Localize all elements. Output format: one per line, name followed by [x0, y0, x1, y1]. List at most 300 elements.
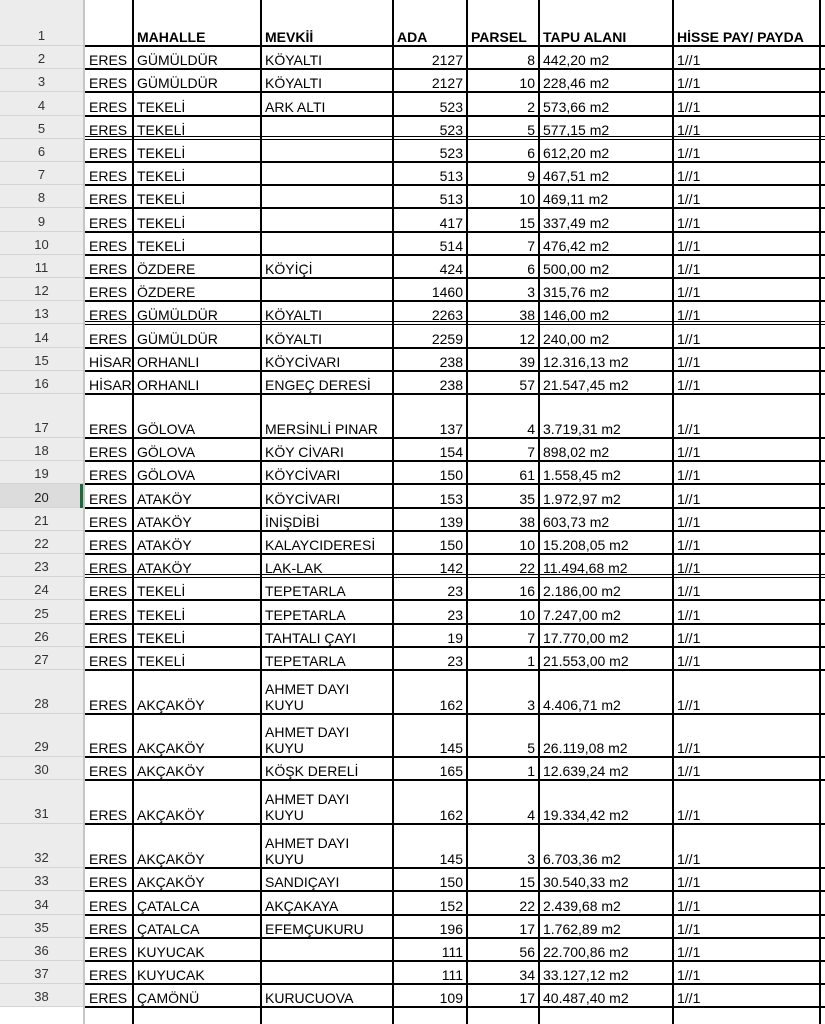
cell-mevkii[interactable]: KÖYALTI: [265, 330, 323, 347]
row-header[interactable]: 22: [0, 531, 83, 554]
cell-hisse[interactable]: 1//1: [677, 237, 701, 254]
cell-parsel[interactable]: 10: [519, 191, 535, 208]
cell-parsel[interactable]: 35: [519, 490, 535, 507]
cell-ada[interactable]: 23: [447, 606, 463, 623]
row-header[interactable]: 38: [0, 984, 83, 1007]
row-header[interactable]: 37: [0, 961, 83, 984]
cell-parsel[interactable]: 2: [527, 98, 535, 115]
cell-a[interactable]: ERES: [89, 943, 128, 960]
row-header[interactable]: 30: [0, 757, 83, 780]
cell-a[interactable]: ERES: [89, 444, 128, 461]
cell-a[interactable]: ERES: [89, 513, 128, 530]
cell-mahalle[interactable]: TEKELİ: [137, 144, 186, 161]
cell-hisse[interactable]: 1//1: [677, 467, 701, 484]
cell-ada[interactable]: 150: [439, 874, 463, 891]
cell-ada[interactable]: 142: [439, 560, 463, 577]
cell-ada[interactable]: 1460: [431, 284, 463, 301]
cell-a[interactable]: ERES: [89, 214, 128, 231]
cell-ada[interactable]: 153: [439, 490, 463, 507]
cell-mahalle[interactable]: ORHANLI: [137, 353, 200, 370]
cell-ada[interactable]: 523: [439, 98, 463, 115]
row-header[interactable]: 35: [0, 915, 83, 938]
cell-a[interactable]: ERES: [89, 807, 128, 824]
cell-parsel[interactable]: 4: [527, 421, 535, 437]
cell-ada[interactable]: 238: [439, 376, 463, 393]
cell-ada[interactable]: 154: [439, 444, 463, 461]
cell-mevkii[interactable]: AHMET DAYI KUYU: [265, 681, 350, 713]
cell-ada[interactable]: 523: [439, 144, 463, 161]
row-header[interactable]: 17: [0, 394, 83, 438]
cell-a[interactable]: ERES: [89, 560, 128, 577]
row-header[interactable]: 14: [0, 324, 83, 347]
cell-mahalle[interactable]: ÖZDERE: [137, 260, 196, 277]
header-cell-tapu_alani[interactable]: TAPU ALANI: [543, 29, 627, 45]
cell-a[interactable]: ERES: [89, 897, 128, 914]
cell-ada[interactable]: 2259: [431, 330, 463, 347]
cell-ada[interactable]: 513: [439, 191, 463, 208]
cell-mahalle[interactable]: AKÇAKÖY: [137, 697, 205, 713]
cell-parsel[interactable]: 10: [519, 606, 535, 623]
cell-ada[interactable]: 152: [439, 897, 463, 914]
cell-tapu[interactable]: 17.770,00 m2: [543, 629, 629, 646]
row-header[interactable]: 16: [0, 371, 83, 394]
row-header[interactable]: 2: [0, 46, 83, 69]
cell-ada[interactable]: 417: [439, 214, 463, 231]
header-cell-hisse[interactable]: HİSSE PAY/ PAYDA: [677, 29, 804, 45]
cell-mevkii[interactable]: [261, 961, 393, 984]
cell-ada[interactable]: 162: [439, 807, 463, 824]
cell-tapu[interactable]: 1.558,45 m2: [543, 467, 621, 484]
cell-mevkii[interactable]: AHMET DAYI KUYU: [265, 724, 350, 756]
cell-mahalle[interactable]: KUYUCAK: [137, 943, 205, 960]
cell-parsel[interactable]: 5: [527, 121, 535, 138]
cell-a[interactable]: ERES: [89, 75, 128, 92]
cell-ada[interactable]: 165: [439, 763, 463, 780]
cell-tapu[interactable]: 33.127,12 m2: [543, 967, 629, 984]
row-header[interactable]: 19: [0, 461, 83, 484]
cell-hisse[interactable]: 1//1: [677, 214, 701, 231]
cell-tapu[interactable]: 15.208,05 m2: [543, 536, 629, 553]
cell-tapu[interactable]: 612,20 m2: [543, 144, 610, 161]
cell-hisse[interactable]: 1//1: [677, 536, 701, 553]
cell-mahalle[interactable]: AKÇAKÖY: [137, 807, 205, 824]
cell-ada[interactable]: 238: [439, 353, 463, 370]
row-header[interactable]: 9: [0, 208, 83, 231]
cell-parsel[interactable]: 38: [519, 307, 535, 324]
cell-mevkii[interactable]: TAHTALI ÇAYI: [265, 629, 357, 646]
cell-mevkii[interactable]: LAK-LAK: [265, 560, 323, 577]
cell-a[interactable]: HİSAR: [89, 353, 132, 370]
cell-mahalle[interactable]: TEKELİ: [137, 121, 186, 138]
cell-parsel[interactable]: 56: [519, 943, 535, 960]
row-header[interactable]: 31: [0, 780, 83, 824]
cell-hisse[interactable]: 1//1: [677, 851, 701, 868]
cell-mevkii[interactable]: İNİŞDİBİ: [265, 513, 320, 530]
cell-mahalle[interactable]: GÜMÜLDÜR: [137, 330, 218, 347]
cell-hisse[interactable]: 1//1: [677, 990, 701, 1007]
cell-mahalle[interactable]: ATAKÖY: [137, 536, 192, 553]
row-header[interactable]: 4: [0, 92, 83, 115]
cell-mahalle[interactable]: ÖZDERE: [137, 284, 196, 301]
cell-mevkii[interactable]: [261, 139, 393, 162]
cell-tapu[interactable]: 442,20 m2: [543, 52, 610, 69]
cell-a[interactable]: ERES: [89, 168, 128, 185]
cell-a[interactable]: ERES: [89, 990, 128, 1007]
cell-ada[interactable]: 2263: [431, 307, 463, 324]
cell-a[interactable]: ERES: [89, 697, 128, 713]
cell-tapu[interactable]: 19.334,42 m2: [543, 807, 629, 824]
cell-tapu[interactable]: 476,42 m2: [543, 237, 610, 254]
row-header[interactable]: 12: [0, 278, 83, 301]
cell-ada[interactable]: 514: [439, 237, 463, 254]
cell-hisse[interactable]: 1//1: [677, 144, 701, 161]
cell-mevkii[interactable]: KÖYCİVARI: [265, 467, 341, 484]
cell-hisse[interactable]: 1//1: [677, 740, 701, 756]
cell-ada[interactable]: 145: [439, 740, 463, 756]
cell-a[interactable]: ERES: [89, 237, 128, 254]
cell-tapu[interactable]: 500,00 m2: [543, 260, 610, 277]
row-header[interactable]: 11: [0, 255, 83, 278]
cell-hisse[interactable]: 1//1: [677, 763, 701, 780]
row-header[interactable]: 7: [0, 162, 83, 185]
cell-mahalle[interactable]: TEKELİ: [137, 237, 186, 254]
cell-parsel[interactable]: 3: [527, 697, 535, 713]
cell-parsel[interactable]: 7: [527, 444, 535, 461]
cell-a[interactable]: ERES: [89, 851, 128, 868]
cell-mevkii[interactable]: AHMET DAYI KUYU: [265, 835, 350, 868]
cell-tapu[interactable]: 337,49 m2: [543, 214, 610, 231]
header-cell-ada[interactable]: ADA: [397, 29, 428, 45]
cell-tapu[interactable]: 240,00 m2: [543, 330, 610, 347]
cell-mevkii[interactable]: KURUCUOVA: [265, 990, 354, 1007]
cell-mevkii[interactable]: KÖŞK DERELİ: [265, 763, 359, 780]
cell-a[interactable]: ERES: [89, 490, 128, 507]
cell-hisse[interactable]: 1//1: [677, 284, 701, 301]
cell-a[interactable]: ERES: [89, 144, 128, 161]
cell-mevkii[interactable]: MERSİNLİ PINAR: [265, 421, 378, 437]
cell-tapu[interactable]: 40.487,40 m2: [543, 990, 629, 1007]
cell-hisse[interactable]: 1//1: [677, 376, 701, 393]
cell-parsel[interactable]: 4: [527, 807, 535, 824]
cell-mahalle[interactable]: TEKELİ: [137, 168, 186, 185]
cell-a[interactable]: ERES: [89, 98, 128, 115]
cell-tapu[interactable]: 577,15 m2: [543, 121, 610, 138]
cell-mahalle[interactable]: TEKELİ: [137, 214, 186, 231]
cell-tapu[interactable]: 2.439,68 m2: [543, 897, 621, 914]
row-header[interactable]: 10: [0, 232, 83, 255]
cell-mahalle[interactable]: GÖLOVA: [137, 467, 196, 484]
cell-mahalle[interactable]: TEKELİ: [137, 98, 186, 115]
cell-parsel[interactable]: 8: [527, 52, 535, 69]
cell-tapu[interactable]: 573,66 m2: [543, 98, 610, 115]
cell-tapu[interactable]: 26.119,08 m2: [543, 740, 628, 756]
cell-a[interactable]: ERES: [89, 763, 128, 780]
cell-parsel[interactable]: 12: [519, 330, 535, 347]
cell-tapu[interactable]: 12.316,13 m2: [543, 353, 629, 370]
cell-hisse[interactable]: 1//1: [677, 583, 701, 600]
cell-parsel[interactable]: 3: [527, 284, 535, 301]
cell-a[interactable]: ERES: [89, 421, 128, 437]
row-header[interactable]: 27: [0, 647, 83, 670]
cell-a[interactable]: ERES: [89, 874, 128, 891]
cell-parsel[interactable]: 61: [519, 467, 535, 484]
row-header[interactable]: 1: [0, 0, 83, 46]
cell-mevkii[interactable]: SANDIÇAYI: [265, 874, 340, 891]
cell-parsel[interactable]: 10: [519, 536, 535, 553]
cell-a[interactable]: ERES: [89, 967, 128, 984]
cell-parsel[interactable]: 6: [527, 260, 535, 277]
cell-ada[interactable]: 513: [439, 168, 463, 185]
row-header[interactable]: 24: [0, 577, 83, 600]
cell-parsel[interactable]: 7: [527, 237, 535, 254]
row-header[interactable]: 33: [0, 868, 83, 891]
cell-parsel[interactable]: 39: [519, 353, 535, 370]
cell-a[interactable]: ERES: [89, 920, 128, 937]
cell-mevkii[interactable]: TEPETARLA: [265, 583, 346, 600]
row-header[interactable]: 21: [0, 508, 83, 531]
cell-mevkii[interactable]: KALAYCIDERESİ: [265, 536, 376, 553]
cell-a[interactable]: ERES: [89, 652, 128, 669]
cell-tapu[interactable]: 22.700,86 m2: [543, 943, 629, 960]
cell-a[interactable]: ERES: [89, 536, 128, 553]
row-header[interactable]: 23: [0, 554, 83, 577]
cell-parsel[interactable]: 17: [519, 920, 535, 937]
cell-hisse[interactable]: 1//1: [677, 807, 701, 824]
row-header[interactable]: 34: [0, 891, 83, 914]
cell-hisse[interactable]: 1//1: [677, 52, 701, 69]
cell-mevkii[interactable]: TEPETARLA: [265, 606, 346, 623]
cell-a[interactable]: ERES: [89, 467, 128, 484]
cell-ada[interactable]: 150: [439, 536, 463, 553]
cell-mahalle[interactable]: ÇAMÖNÜ: [137, 990, 200, 1007]
cell-mevkii[interactable]: [261, 938, 393, 961]
cell-hisse[interactable]: 1//1: [677, 967, 701, 984]
cell-tapu[interactable]: 2.186,00 m2: [543, 583, 621, 600]
cell-hisse[interactable]: 1//1: [677, 874, 701, 891]
cell-a[interactable]: ERES: [89, 307, 128, 324]
cell-parsel[interactable]: 1: [527, 652, 535, 669]
header-cell-mevkii[interactable]: MEVKİİ: [265, 29, 314, 45]
cell-mevkii[interactable]: KÖY CİVARI: [265, 444, 344, 461]
row-header[interactable]: 15: [0, 348, 83, 371]
cell-parsel[interactable]: 17: [519, 990, 535, 1007]
cell-mevkii[interactable]: AHMET DAYI KUYU: [265, 791, 350, 824]
cell-ada[interactable]: 111: [441, 967, 463, 984]
row-header[interactable]: 29: [0, 714, 83, 757]
cell-parsel[interactable]: 1: [527, 763, 535, 780]
cell-mevkii[interactable]: AKÇAKAYA: [265, 897, 339, 914]
cell-mevkii[interactable]: KÖYALTI: [265, 307, 323, 324]
cell-mevkii[interactable]: TEPETARLA: [265, 652, 346, 669]
row-header[interactable]: 20: [0, 484, 83, 507]
cell-ada[interactable]: 196: [439, 920, 463, 937]
cell-mahalle[interactable]: ATAKÖY: [137, 560, 192, 577]
cell-ada[interactable]: 2127: [431, 75, 463, 92]
cell-mahalle[interactable]: TEKELİ: [137, 606, 186, 623]
cell-parsel[interactable]: 34: [519, 967, 535, 984]
cell-tapu[interactable]: 898,02 m2: [543, 444, 610, 461]
row-header[interactable]: 5: [0, 116, 83, 139]
cell-hisse[interactable]: 1//1: [677, 897, 701, 914]
cell-a[interactable]: ERES: [89, 583, 128, 600]
cell-hisse[interactable]: 1//1: [677, 652, 701, 669]
cell-a[interactable]: ERES: [89, 52, 128, 69]
cell-hisse[interactable]: 1//1: [677, 629, 701, 646]
cell-mahalle[interactable]: ATAKÖY: [137, 490, 192, 507]
cell-mahalle[interactable]: AKÇAKÖY: [137, 874, 205, 891]
cell-mevkii[interactable]: [261, 208, 393, 231]
cell-parsel[interactable]: 15: [519, 214, 535, 231]
cell-mevkii[interactable]: KÖYCİVARI: [265, 490, 341, 507]
cell-parsel[interactable]: 22: [519, 897, 535, 914]
cell-mevkii[interactable]: [261, 162, 393, 185]
cell-mahalle[interactable]: AKÇAKÖY: [137, 851, 205, 868]
row-header[interactable]: 25: [0, 600, 83, 623]
cell-mahalle[interactable]: GÖLOVA: [137, 444, 196, 461]
cell-tapu[interactable]: 21.553,00 m2: [543, 652, 629, 669]
cell-mahalle[interactable]: KUYUCAK: [137, 967, 205, 984]
cell-ada[interactable]: 23: [447, 583, 463, 600]
cell-a[interactable]: ERES: [89, 191, 128, 208]
cell-tapu[interactable]: 603,73 m2: [543, 513, 610, 530]
cell-tapu[interactable]: 1.972,97 m2: [543, 490, 621, 507]
cell-a[interactable]: HİSAR: [89, 376, 132, 393]
cell-hisse[interactable]: 1//1: [677, 920, 701, 937]
cell-ada[interactable]: 150: [439, 467, 463, 484]
cell-hisse[interactable]: 1//1: [677, 353, 701, 370]
cell-ada[interactable]: 137: [439, 421, 463, 437]
cell-parsel[interactable]: 5: [527, 740, 535, 756]
cell-a[interactable]: ERES: [89, 629, 128, 646]
cell-hisse[interactable]: 1//1: [677, 697, 701, 713]
cell-ada[interactable]: 19: [447, 629, 463, 646]
cell-hisse[interactable]: 1//1: [677, 121, 701, 138]
cell-mevkii[interactable]: KÖYCİVARI: [265, 353, 341, 370]
cell-tapu[interactable]: 11.494,68 m2: [543, 560, 628, 577]
cell-parsel[interactable]: 15: [519, 874, 535, 891]
cell-mevkii[interactable]: [261, 232, 393, 255]
header-cell-parsel[interactable]: PARSEL: [471, 29, 527, 45]
cell-mahalle[interactable]: TEKELİ: [137, 583, 186, 600]
cell-hisse[interactable]: 1//1: [677, 75, 701, 92]
cell-tapu[interactable]: 6.703,36 m2: [543, 851, 621, 868]
cell-mahalle[interactable]: TEKELİ: [137, 652, 186, 669]
cell-hisse[interactable]: 1//1: [677, 421, 701, 437]
cell-mahalle[interactable]: GÖLOVA: [137, 421, 196, 437]
cell-hisse[interactable]: 1//1: [677, 606, 701, 623]
cell-parsel[interactable]: 9: [527, 168, 535, 185]
cell-mevkii[interactable]: ENGEÇ DERESİ: [265, 376, 371, 393]
cell-parsel[interactable]: 38: [519, 513, 535, 530]
cell-tapu[interactable]: 315,76 m2: [543, 284, 610, 301]
cell-tapu[interactable]: 146,00 m2: [543, 307, 610, 324]
cell-hisse[interactable]: 1//1: [677, 191, 701, 208]
cell-ada[interactable]: 523: [439, 121, 463, 138]
cell-mahalle[interactable]: TEKELİ: [137, 629, 186, 646]
cell-tapu[interactable]: 21.547,45 m2: [543, 376, 629, 393]
cell-hisse[interactable]: 1//1: [677, 307, 701, 324]
cell-ada[interactable]: 424: [439, 260, 463, 277]
row-header[interactable]: 28: [0, 670, 83, 714]
cell-ada[interactable]: 111: [441, 943, 463, 960]
row-header[interactable]: 3: [0, 69, 83, 92]
cell-parsel[interactable]: 57: [519, 376, 535, 393]
cell-mahalle[interactable]: ORHANLI: [137, 376, 200, 393]
row-header[interactable]: 18: [0, 438, 83, 461]
cell-mahalle[interactable]: AKÇAKÖY: [137, 763, 205, 780]
row-header[interactable]: 8: [0, 185, 83, 208]
cell-hisse[interactable]: 1//1: [677, 560, 701, 577]
cell-mahalle[interactable]: GÜMÜLDÜR: [137, 75, 218, 92]
cell-tapu[interactable]: 469,11 m2: [543, 191, 609, 208]
cell-mahalle[interactable]: ATAKÖY: [137, 513, 192, 530]
cell-ada[interactable]: 145: [439, 851, 463, 868]
cell-parsel[interactable]: 7: [527, 629, 535, 646]
cell-parsel[interactable]: 22: [519, 560, 535, 577]
cell-mevkii[interactable]: EFEMÇUKURU: [265, 920, 364, 937]
cell-mevkii[interactable]: KÖYALTI: [265, 52, 323, 69]
cell-tapu[interactable]: 3.719,31 m2: [543, 421, 621, 437]
cell-mahalle[interactable]: GÜMÜLDÜR: [137, 52, 218, 69]
cell-tapu[interactable]: 4.406,71 m2: [543, 697, 621, 713]
cell-a[interactable]: ERES: [89, 606, 128, 623]
cell-hisse[interactable]: 1//1: [677, 330, 701, 347]
row-header[interactable]: 32: [0, 824, 83, 868]
cell-parsel[interactable]: 3: [527, 851, 535, 868]
cell-a[interactable]: ERES: [89, 260, 128, 277]
cell-hisse[interactable]: 1//1: [677, 490, 701, 507]
cell-tapu[interactable]: 30.540,33 m2: [543, 874, 629, 891]
cell-ada[interactable]: 109: [439, 990, 463, 1007]
cell-parsel[interactable]: 16: [519, 583, 535, 600]
cell-tapu[interactable]: 7.247,00 m2: [543, 606, 621, 623]
cell-hisse[interactable]: 1//1: [677, 260, 701, 277]
cell-ada[interactable]: 162: [439, 697, 463, 713]
cell-a[interactable]: ERES: [89, 330, 128, 347]
cell-ada[interactable]: 2127: [431, 52, 463, 69]
cell-mahalle[interactable]: GÜMÜLDÜR: [137, 307, 218, 324]
cell-mahalle[interactable]: AKÇAKÖY: [137, 740, 205, 756]
cell-mevkii[interactable]: KÖYALTI: [265, 75, 323, 92]
cell-mahalle[interactable]: ÇATALCA: [137, 920, 200, 937]
row-header[interactable]: 6: [0, 139, 83, 162]
cell-parsel[interactable]: 6: [527, 144, 535, 161]
cell-hisse[interactable]: 1//1: [677, 513, 701, 530]
cell-hisse[interactable]: 1//1: [677, 168, 701, 185]
cell-tapu[interactable]: 467,51 m2: [543, 168, 610, 185]
cell-parsel[interactable]: 10: [519, 75, 535, 92]
cell-tapu[interactable]: 1.762,89 m2: [543, 920, 621, 937]
cell-mahalle[interactable]: TEKELİ: [137, 191, 186, 208]
cell-mevkii[interactable]: [261, 278, 393, 301]
cell-mahalle[interactable]: ÇATALCA: [137, 897, 200, 914]
cell-a[interactable]: ERES: [89, 740, 128, 756]
cell-tapu[interactable]: 228,46 m2: [543, 75, 610, 92]
cell-mevkii[interactable]: KÖYİÇİ: [265, 260, 313, 277]
cell-ada[interactable]: 139: [439, 513, 463, 530]
row-header[interactable]: 26: [0, 624, 83, 647]
cell-hisse[interactable]: 1//1: [677, 943, 701, 960]
cell-a[interactable]: ERES: [89, 121, 128, 138]
cell-a[interactable]: ERES: [89, 284, 128, 301]
cell-ada[interactable]: 23: [447, 652, 463, 669]
cell-tapu[interactable]: 12.639,24 m2: [543, 763, 629, 780]
row-header[interactable]: 36: [0, 938, 83, 961]
cell-hisse[interactable]: 1//1: [677, 98, 701, 115]
row-header[interactable]: 13: [0, 301, 83, 324]
cell-hisse[interactable]: 1//1: [677, 444, 701, 461]
cell-mevkii[interactable]: ARK ALTI: [265, 98, 326, 115]
